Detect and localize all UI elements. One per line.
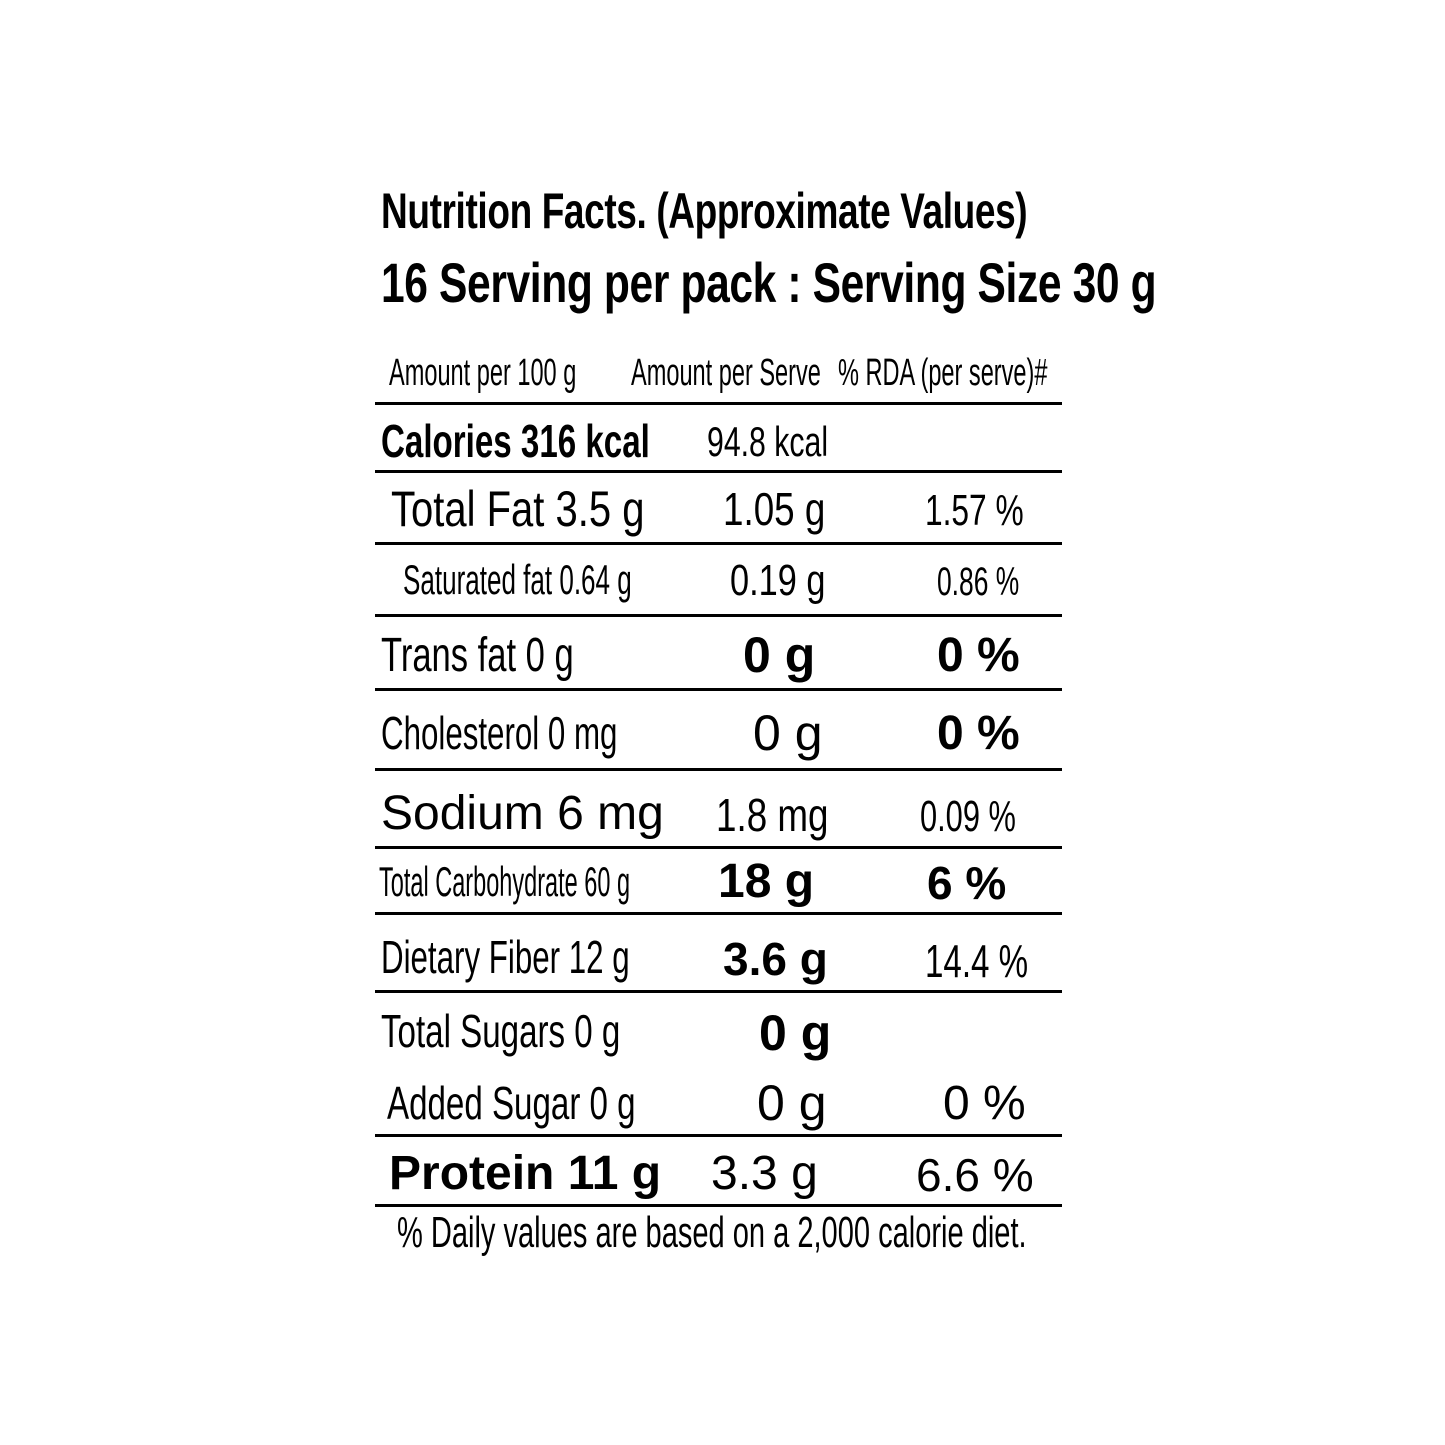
column-header-per-100g: Amount per 100 g xyxy=(389,352,577,394)
label-title: Nutrition Facts. (Approximate Values) xyxy=(381,183,1028,239)
rda-value: 0.86 % xyxy=(937,560,1020,604)
row-divider xyxy=(375,402,1062,405)
column-header-rda: % RDA (per serve)# xyxy=(838,352,1048,394)
rda-value: 6.6 % xyxy=(916,1149,1034,1201)
per-serve-value: 3.6 g xyxy=(723,933,828,985)
per-serve-value: 0 g xyxy=(757,1075,827,1131)
nutrient-name: Calories 316 kcal xyxy=(381,415,650,467)
row-divider xyxy=(375,542,1062,545)
rda-value: 0 % xyxy=(943,1077,1026,1130)
nutrient-name: Added Sugar 0 g xyxy=(387,1077,636,1129)
nutrient-name: Total Carbohydrate 60 g xyxy=(379,858,631,905)
per-serve-value: 0.19 g xyxy=(730,556,826,605)
rda-value: 1.57 % xyxy=(925,486,1024,535)
row-divider xyxy=(375,688,1062,691)
nutrient-name: Trans fat 0 g xyxy=(381,629,574,682)
per-serve-value: 0 g xyxy=(743,627,816,683)
nutrient-name: Protein 11 g xyxy=(389,1147,662,1200)
per-serve-value: 1.05 g xyxy=(723,483,826,535)
rda-value: 0 % xyxy=(937,629,1020,682)
row-divider xyxy=(375,1134,1062,1137)
nutrient-name: Cholesterol 0 mg xyxy=(381,707,618,759)
per-serve-value: 0 g xyxy=(759,1005,832,1061)
nutrient-name: Dietary Fiber 12 g xyxy=(381,931,630,983)
per-serve-value: 94.8 kcal xyxy=(707,418,829,465)
rda-value: 0.09 % xyxy=(920,792,1016,841)
footnote: % Daily values are based on a 2,000 calorie diet. xyxy=(397,1208,1027,1257)
per-serve-value: 1.8 mg xyxy=(716,789,829,841)
row-divider xyxy=(375,768,1062,771)
nutrient-name: Sodium 6 mg xyxy=(381,787,664,840)
per-serve-value: 0 g xyxy=(753,705,823,761)
rda-value: 6 % xyxy=(927,857,1007,909)
row-divider xyxy=(375,470,1062,473)
row-divider xyxy=(375,912,1062,915)
nutrient-name: Saturated fat 0.64 g xyxy=(403,556,632,603)
serving-info: 16 Serving per pack : Serving Size 30 g xyxy=(381,251,1157,314)
column-header-per-serve: Amount per Serve xyxy=(631,352,821,394)
per-serve-value: 3.3 g xyxy=(711,1147,818,1200)
rda-value: 14.4 % xyxy=(925,935,1029,987)
rda-value: 0 % xyxy=(937,707,1020,760)
per-serve-value: 18 g xyxy=(718,855,815,908)
nutrient-name: Total Fat 3.5 g xyxy=(391,481,645,537)
row-divider xyxy=(375,1204,1062,1207)
row-divider xyxy=(375,990,1062,993)
nutrient-name: Total Sugars 0 g xyxy=(381,1005,621,1057)
row-divider xyxy=(375,846,1062,849)
row-divider xyxy=(375,614,1062,617)
